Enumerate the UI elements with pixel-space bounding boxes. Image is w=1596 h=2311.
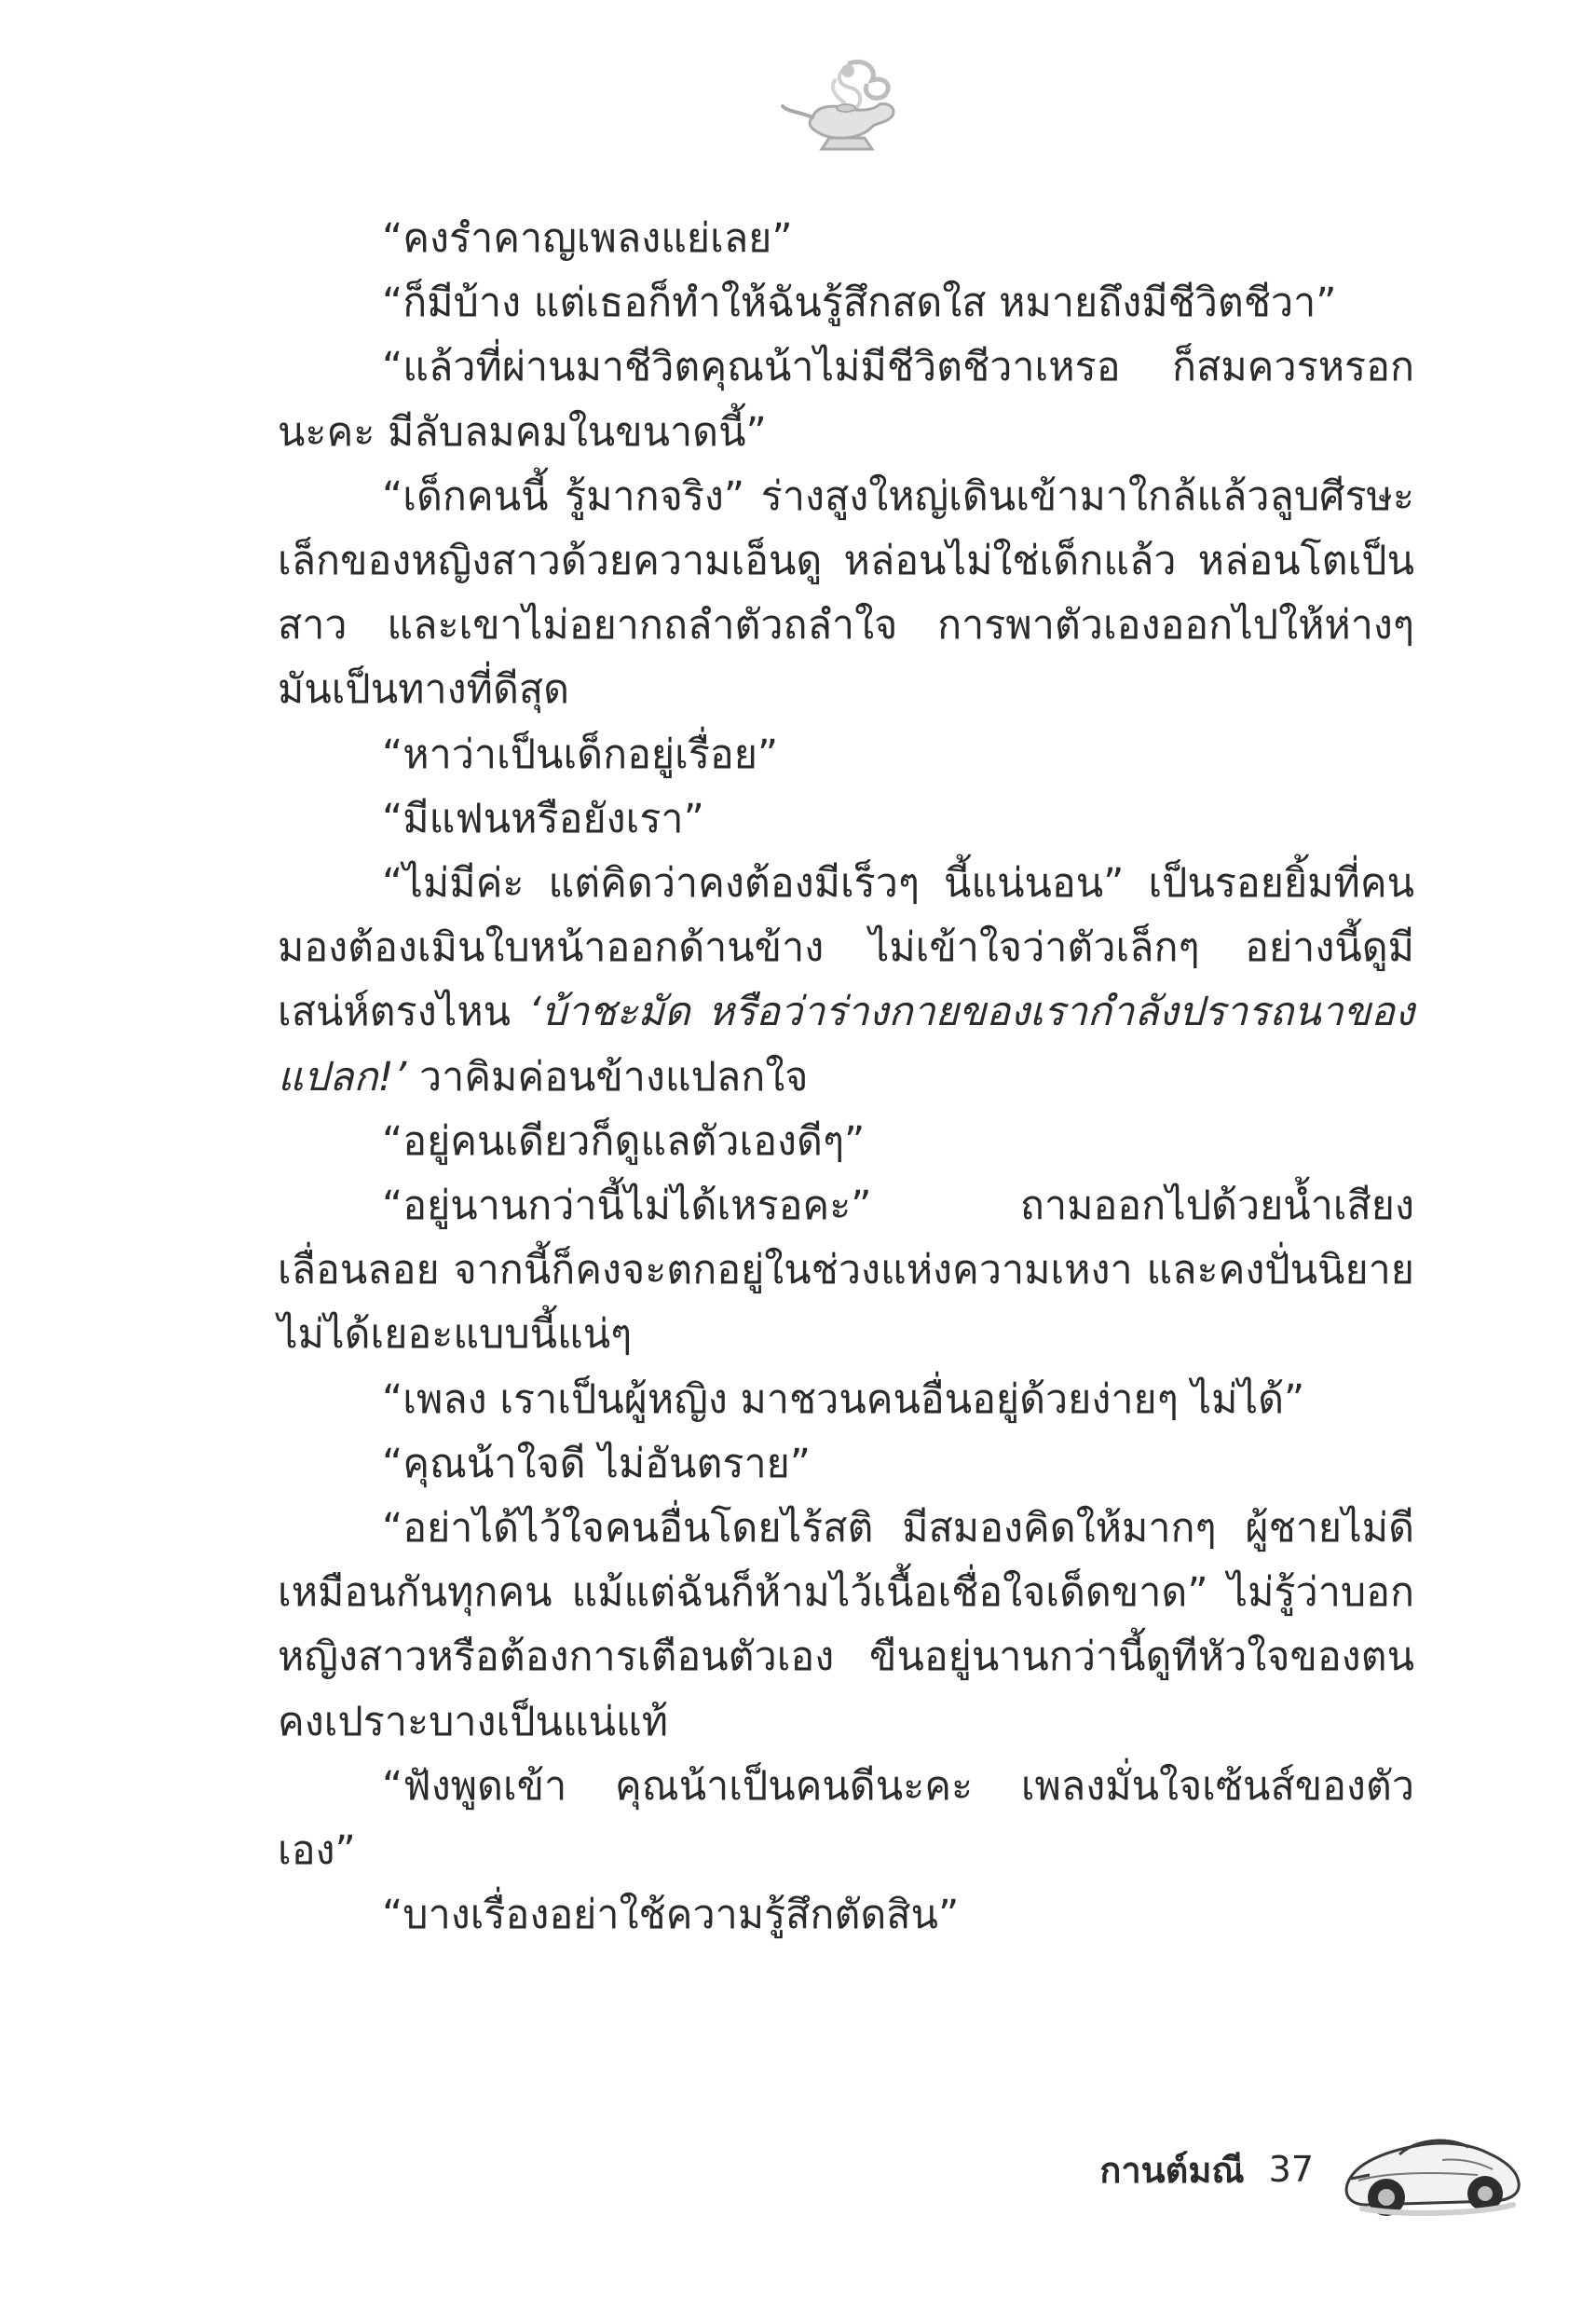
paragraph [278, 465, 1414, 723]
paragraph [278, 1883, 1414, 1948]
paragraph [278, 852, 1414, 1110]
paragraph-text: “อยู่คนเดียวก็ดูแลตัวเองดีๆ” [382, 1117, 866, 1165]
paragraph-text: “ก็มีบ้าง แต่เธอก็ทำให้ฉันรู้สึกสดใส หมายถึงมีชีวิตชีวา” [382, 280, 1337, 327]
paragraph [278, 1432, 1414, 1497]
paragraph-text: “บางเรื่องอย่าใช้ความรู้สึกตัดสิน” [382, 1892, 960, 1939]
story-body [278, 207, 1414, 1948]
sports-car-icon [1338, 2104, 1524, 2225]
paragraph [278, 1174, 1414, 1368]
genie-lamp-icon [775, 56, 915, 160]
paragraph [278, 1368, 1414, 1432]
paragraph-text: “คงรำคาญเพลงแย่เลย” [382, 215, 793, 262]
page-footer [1099, 2141, 1314, 2197]
paragraph [278, 723, 1414, 787]
paragraph-text: “อย่าได้ไว้ใจคนอื่นโดยไร้สติ มีสมองคิดให้มากๆ ผู้ชายไม่ดีเหมือนกันทุกคน แม้แต่ฉันก็ห้ามไว้เนื้อเชื่อใจเด็ดขาด” ไม่รู้ว่าบอกหญิงสาวหรือต้องการเตือนตัวเอง ขืนอยู่นานกว่านี้ดูทีหัวใจของตนคงเปราะบางเป็นแน่แท้ [278, 1505, 1414, 1745]
paragraph [278, 335, 1414, 464]
paragraph-text: “ไม่มีค่ะ แต่คิดว่าคงต้องมีเร็วๆ นี้แน่นอน” เป็นรอยยิ้มที่คนมองต้องเมินใบหน้าออกด้านข้าง ไม่เข้าใจว่าตัวเล็กๆ อย่างนี้ดูมีเสน่ห์ตรงไหน [278, 860, 1414, 1036]
paragraph [278, 787, 1414, 852]
paragraph-text: “แล้วที่ผ่านมาชีวิตคุณน้าไม่มีชีวิตชีวาเหรอ ก็สมควรหรอกนะคะ มีลับลมคมในขนาดนี้” [278, 344, 1414, 456]
paragraph-text: “มีแฟนหรือยังเรา” [382, 795, 704, 842]
paragraph-text: วาคิมค่อนข้างแปลกใจ [406, 1053, 809, 1101]
paragraph-text: “อยู่นานกว่านี้ไม่ได้เหรอคะ” ถามออกไปด้วยน้ำเสียงเลื่อนลอย จากนี้ก็คงจะตกอยู่ในช่วงแห่งความเหงา และคงปั่นนิยายไม่ได้เยอะแบบนี้แน่ๆ [278, 1183, 1414, 1359]
paragraph-text: “เด็กคนนี้ รู้มากจริง” ร่างสูงใหญ่เดินเข้ามาใกล้แล้วลูบศีรษะเล็กของหญิงสาวด้วยความเอ็นดู หล่อนไม่ใช่เด็กแล้ว หล่อนโตเป็นสาว และเขาไม่อยากถลำตัวถลำใจ การพาตัวเองออกไปให้ห่างๆ มันเป็นทางที่ดีสุด [278, 472, 1414, 714]
italic-thought: ‘บ้าชะมัด หรือว่าร่างกายของเรากำลังปรารถนาของแปลก!’ [278, 989, 1414, 1101]
paragraph-text: “ฟังพูดเข้า คุณน้าเป็นคนดีนะคะ เพลงมั่นใจเซ้นส์ของตัวเอง” [278, 1762, 1414, 1875]
paragraph-text: “เพลง เราเป็นผู้หญิง มาชวนคนอื่นอยู่ด้วยง่ายๆ ไม่ได้” [382, 1375, 1305, 1423]
page-number: 37 [1268, 2149, 1314, 2190]
paragraph [278, 207, 1414, 271]
paragraph-text: “คุณน้าใจดี ไม่อันตราย” [382, 1440, 812, 1487]
paragraph [278, 271, 1414, 335]
paragraph [278, 1110, 1414, 1174]
book-title: กานต์มณี [1099, 2149, 1245, 2191]
paragraph [278, 1755, 1414, 1883]
paragraph-text: “หาว่าเป็นเด็กอยู่เรื่อย” [382, 731, 779, 778]
paragraph [278, 1497, 1414, 1755]
